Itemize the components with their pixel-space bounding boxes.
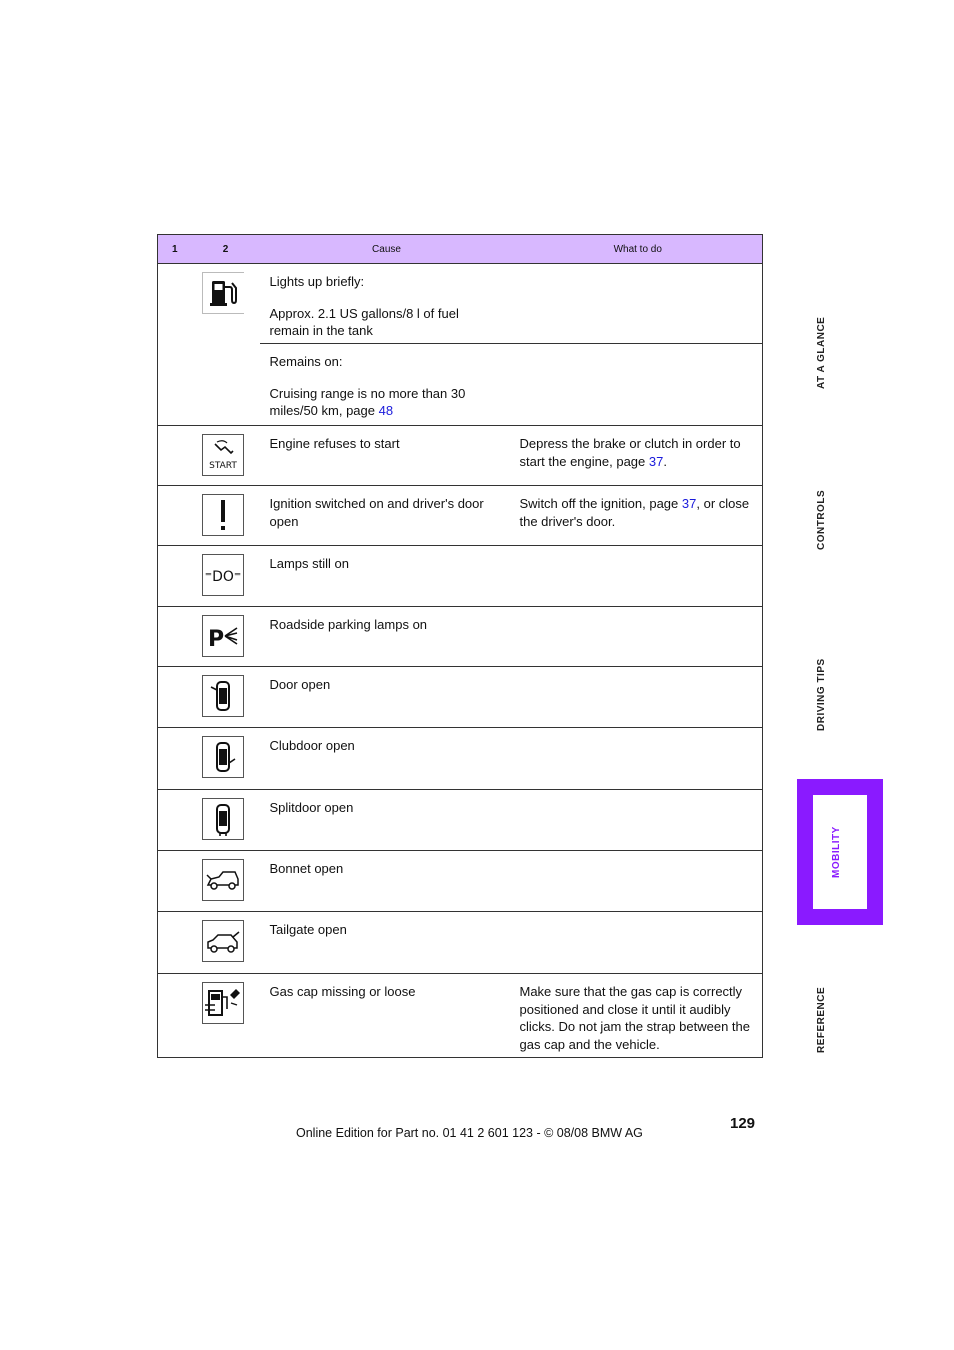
row-cause: Lamps still on bbox=[260, 546, 514, 607]
indicator-table-wrapper bbox=[157, 234, 762, 1058]
lamps-icon bbox=[202, 554, 244, 596]
row-cause: Gas cap missing or loose bbox=[260, 974, 514, 1058]
row-action: Depress the brake or clutch in order to start the engine, page bbox=[519, 436, 741, 469]
parking-lamps-icon bbox=[202, 615, 244, 657]
indicator-table bbox=[157, 234, 763, 1058]
table-row: START Engine refuses to start Depress the brake or clutch in order to start the engine, page 37. bbox=[158, 426, 763, 486]
tab-mobility-active[interactable] bbox=[797, 779, 883, 925]
tab-controls[interactable]: CONTROLS bbox=[816, 489, 827, 551]
page-link-37[interactable]: 37 bbox=[681, 496, 697, 511]
row-cause: Door open bbox=[260, 667, 514, 728]
row-cause: Tailgate open bbox=[260, 912, 514, 974]
header-cause: Cause bbox=[260, 235, 514, 264]
clubdoor-open-icon bbox=[202, 736, 244, 778]
header-col-1: 1 bbox=[158, 235, 192, 264]
page-link-48[interactable]: 48 bbox=[378, 403, 394, 418]
door-open-icon bbox=[202, 675, 244, 717]
table-header-row bbox=[158, 235, 763, 264]
table-row bbox=[158, 728, 763, 790]
header-col-2: 2 bbox=[192, 235, 260, 264]
fuel-pump-icon bbox=[202, 272, 244, 314]
fuel-on-heading: Remains on: bbox=[269, 354, 343, 369]
row-action: Make sure that the gas cap is correctly positioned and close it until it audibly clicks. Do not jam the strap between the gas cap and the vehicle. bbox=[514, 974, 763, 1058]
table-row bbox=[158, 546, 763, 607]
tailgate-open-icon bbox=[202, 920, 244, 962]
svg-text:P: P bbox=[207, 627, 224, 652]
row-cause: Engine refuses to start bbox=[260, 426, 514, 486]
fuel-brief-heading: Lights up briefly: bbox=[269, 274, 365, 289]
table-row bbox=[158, 667, 763, 728]
table-row: Ignition switched on and driver's door open Switch off the ignition, page 37, or close the driver's door. bbox=[158, 486, 763, 546]
tab-at-a-glance[interactable]: AT A GLANCE bbox=[816, 316, 827, 390]
row-cause: Ignition switched on and driver's door open bbox=[260, 486, 514, 546]
tab-driving-tips[interactable]: DRIVING TIPS bbox=[816, 658, 827, 732]
fuel-brief-detail: Approx. 2.1 US gallons/8 l of fuel remain in the tank bbox=[269, 305, 459, 338]
page-number: 129 bbox=[730, 1115, 756, 1132]
splitdoor-open-icon bbox=[202, 798, 244, 840]
row-cause: Bonnet open bbox=[260, 851, 514, 912]
row-cause: Clubdoor open bbox=[260, 728, 514, 790]
table-row bbox=[158, 790, 763, 851]
tab-mobility-label: MOBILITY bbox=[831, 826, 842, 878]
table-row bbox=[158, 912, 763, 974]
row-cause: Roadside parking lamps on bbox=[260, 607, 514, 667]
gas-cap-icon bbox=[202, 982, 244, 1024]
start-button-icon bbox=[202, 434, 244, 476]
header-what-to-do: What to do bbox=[514, 235, 763, 264]
tab-reference[interactable]: REFERENCE bbox=[816, 986, 827, 1054]
exclamation-icon bbox=[202, 494, 244, 536]
table-row bbox=[158, 851, 763, 912]
page-link-37[interactable]: 37 bbox=[648, 453, 664, 469]
table-row-fuel-brief bbox=[158, 264, 763, 344]
table-row bbox=[158, 974, 763, 1058]
svg-text:START: START bbox=[208, 461, 237, 471]
side-tab-bar bbox=[796, 290, 886, 1070]
svg-text:⁼DO⁼: ⁼DO⁼ bbox=[204, 569, 241, 585]
row-cause: Splitdoor open bbox=[260, 790, 514, 851]
table-row bbox=[158, 607, 763, 667]
fuel-on-detail: Cruising range is no more than 30 miles/50 km, page bbox=[269, 385, 466, 418]
footer-edition-text: Online Edition for Part no. 01 41 2 601 123 - © 08/08 BMW AG bbox=[296, 1126, 643, 1140]
bonnet-open-icon bbox=[202, 859, 244, 901]
row-action: Switch off the ignition, page bbox=[519, 496, 679, 511]
